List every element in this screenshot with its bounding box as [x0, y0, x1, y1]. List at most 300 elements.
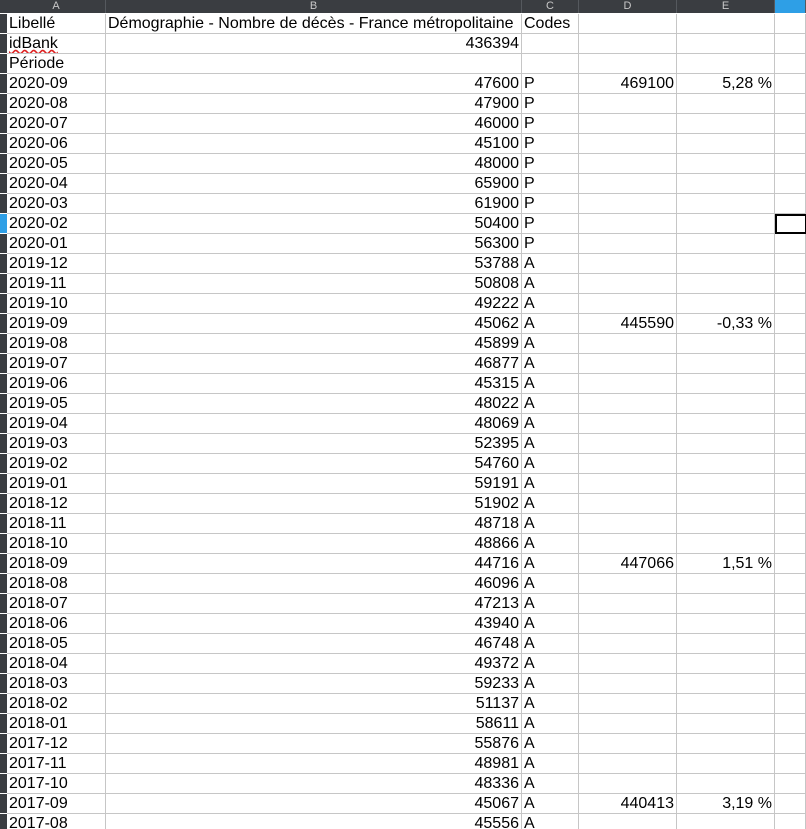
row-header[interactable] — [0, 694, 7, 713]
row-header[interactable] — [0, 754, 7, 773]
row-header[interactable] — [0, 614, 7, 633]
row-header[interactable] — [0, 174, 7, 193]
cell-annual-total[interactable] — [579, 174, 677, 194]
cell-f[interactable] — [775, 294, 806, 314]
cell-annual-total[interactable] — [579, 154, 677, 174]
cell-deaths[interactable]: 48718 — [106, 514, 522, 534]
cell-period[interactable]: 2019-07 — [7, 354, 106, 374]
column-header-b[interactable]: B — [106, 0, 522, 13]
cell-b[interactable] — [106, 54, 522, 74]
cell-period[interactable]: 2017-09 — [7, 794, 106, 814]
cell-f[interactable] — [775, 454, 806, 474]
cell-code[interactable]: A — [522, 734, 579, 754]
cell-annual-change[interactable] — [677, 754, 775, 774]
table-row — [0, 554, 806, 574]
cell-annual-total[interactable]: 447066 — [579, 554, 677, 574]
cell-f[interactable] — [775, 674, 806, 694]
cell-f[interactable] — [775, 394, 806, 414]
cell-period[interactable]: 2020-01 — [7, 234, 106, 254]
cell-annual-change[interactable]: 3,19 % — [677, 794, 775, 814]
row-header[interactable] — [0, 314, 7, 333]
row-header[interactable] — [0, 434, 7, 453]
cell-annual-change[interactable] — [677, 334, 775, 354]
row-header[interactable] — [0, 334, 7, 353]
row-header[interactable] — [0, 794, 7, 813]
cell-f[interactable] — [775, 274, 806, 294]
row-header[interactable] — [0, 594, 7, 613]
cell-annual-total[interactable] — [579, 614, 677, 634]
cell-period[interactable]: 2019-09 — [7, 314, 106, 334]
cell-code[interactable]: A — [522, 794, 579, 814]
cell-code[interactable]: A — [522, 254, 579, 274]
cell-annual-total[interactable] — [579, 214, 677, 234]
cell-annual-total[interactable] — [579, 714, 677, 734]
row-header[interactable] — [0, 654, 7, 673]
cell-deaths[interactable]: 45100 — [106, 134, 522, 154]
cell-annual-total[interactable] — [579, 574, 677, 594]
cell-deaths[interactable]: 45556 — [106, 814, 522, 829]
cell-e[interactable] — [677, 34, 775, 54]
cell-code[interactable]: A — [522, 514, 579, 534]
cell-annual-change[interactable] — [677, 174, 775, 194]
row-header[interactable] — [0, 34, 7, 53]
row-header[interactable] — [0, 194, 7, 213]
row-header[interactable] — [0, 674, 7, 693]
column-header-c[interactable]: C — [522, 0, 579, 13]
cell-annual-change[interactable] — [677, 594, 775, 614]
cell-annual-change[interactable] — [677, 514, 775, 534]
cell-deaths[interactable]: 50808 — [106, 274, 522, 294]
cell-d[interactable] — [579, 34, 677, 54]
cell-annual-total[interactable]: 440413 — [579, 794, 677, 814]
row-header[interactable] — [0, 14, 7, 33]
cell-annual-change[interactable] — [677, 394, 775, 414]
row-header[interactable] — [0, 574, 7, 593]
cell-period[interactable]: 2018-09 — [7, 554, 106, 574]
row-header[interactable] — [0, 534, 7, 553]
cell-annual-change[interactable] — [677, 654, 775, 674]
cell-f[interactable] — [775, 614, 806, 634]
row-header[interactable] — [0, 354, 7, 373]
row-header[interactable] — [0, 634, 7, 653]
cell-c[interactable] — [522, 54, 579, 74]
cell-annual-change[interactable] — [677, 294, 775, 314]
cell-annual-total[interactable] — [579, 654, 677, 674]
cell-annual-total[interactable] — [579, 394, 677, 414]
row-header[interactable] — [0, 254, 7, 273]
cell-f[interactable] — [775, 414, 806, 434]
cell-code[interactable]: P — [522, 194, 579, 214]
cell-deaths[interactable]: 50400 — [106, 214, 522, 234]
cell-period[interactable]: 2019-04 — [7, 414, 106, 434]
column-header-e[interactable]: E — [677, 0, 775, 13]
row-header[interactable] — [0, 54, 7, 73]
cell-annual-total[interactable] — [579, 594, 677, 614]
cell-period[interactable]: 2018-11 — [7, 514, 106, 534]
cell-annual-total[interactable] — [579, 734, 677, 754]
cell-deaths[interactable]: 46000 — [106, 114, 522, 134]
cell-deaths[interactable]: 47900 — [106, 94, 522, 114]
cell-f[interactable] — [775, 634, 806, 654]
row-header[interactable] — [0, 94, 7, 113]
cell-f[interactable] — [775, 554, 806, 574]
cell-annual-total[interactable] — [579, 334, 677, 354]
cell-annual-total[interactable] — [579, 374, 677, 394]
row-header[interactable] — [0, 294, 7, 313]
row-header[interactable] — [0, 474, 7, 493]
cell-period[interactable]: 2018-10 — [7, 534, 106, 554]
cell-period[interactable]: 2020-02 — [7, 214, 106, 234]
column-header-a[interactable]: A — [7, 0, 106, 13]
cell-deaths[interactable]: 52395 — [106, 434, 522, 454]
row-header[interactable] — [0, 714, 7, 733]
table-row — [0, 774, 806, 794]
cell-f[interactable] — [775, 574, 806, 594]
cell-code[interactable]: P — [522, 74, 579, 94]
cell-f[interactable] — [775, 54, 806, 74]
row-header[interactable] — [0, 734, 7, 753]
cell-deaths[interactable]: 45315 — [106, 374, 522, 394]
row-header[interactable] — [0, 134, 7, 153]
cell-c[interactable] — [522, 34, 579, 54]
row-header[interactable] — [0, 394, 7, 413]
cell-annual-change[interactable] — [677, 374, 775, 394]
cell-annual-change[interactable] — [677, 474, 775, 494]
row-header[interactable] — [0, 374, 7, 393]
cell-f[interactable] — [775, 814, 806, 829]
cell-code[interactable]: P — [522, 134, 579, 154]
cell-f[interactable] — [775, 114, 806, 134]
cell-annual-change[interactable] — [677, 674, 775, 694]
cell-f[interactable] — [775, 734, 806, 754]
cell-f[interactable] — [775, 434, 806, 454]
cell-f[interactable] — [775, 594, 806, 614]
cell-deaths[interactable]: 61900 — [106, 194, 522, 214]
cell-period[interactable]: 2017-10 — [7, 774, 106, 794]
cell-period[interactable]: 2018-04 — [7, 654, 106, 674]
cell-period[interactable]: 2020-04 — [7, 174, 106, 194]
cell-code[interactable]: P — [522, 214, 579, 234]
cell-annual-total[interactable]: 469100 — [579, 74, 677, 94]
cell-f[interactable] — [775, 314, 806, 334]
cell-deaths[interactable]: 56300 — [106, 234, 522, 254]
cell-f[interactable] — [775, 74, 806, 94]
cell-annual-total[interactable] — [579, 274, 677, 294]
cell-period[interactable]: 2018-05 — [7, 634, 106, 654]
cell-annual-total[interactable] — [579, 194, 677, 214]
cell-f[interactable] — [775, 254, 806, 274]
cell-annual-change[interactable] — [677, 134, 775, 154]
cell-f[interactable] — [775, 474, 806, 494]
cell-annual-change[interactable] — [677, 254, 775, 274]
row-header[interactable] — [0, 114, 7, 133]
cell-annual-total[interactable] — [579, 414, 677, 434]
cell-d[interactable] — [579, 14, 677, 34]
cell-period[interactable]: 2020-03 — [7, 194, 106, 214]
cell-period[interactable]: 2018-03 — [7, 674, 106, 694]
cell-deaths[interactable]: 47600 — [106, 74, 522, 94]
cell-e[interactable] — [677, 14, 775, 34]
cell-period[interactable]: 2017-11 — [7, 754, 106, 774]
cell-f[interactable] — [775, 174, 806, 194]
cell-annual-total[interactable] — [579, 514, 677, 534]
cell-annual-total[interactable] — [579, 454, 677, 474]
cell-deaths[interactable]: 45067 — [106, 794, 522, 814]
row-header[interactable] — [0, 214, 7, 233]
cell-deaths[interactable]: 48069 — [106, 414, 522, 434]
cell-period[interactable]: 2020-09 — [7, 74, 106, 94]
cell-period[interactable]: 2020-06 — [7, 134, 106, 154]
cell-deaths[interactable]: 51137 — [106, 694, 522, 714]
cell-deaths[interactable]: 47213 — [106, 594, 522, 614]
cell-deaths[interactable]: 48336 — [106, 774, 522, 794]
cell-code[interactable]: A — [522, 394, 579, 414]
cell-annual-change[interactable]: 1,51 % — [677, 554, 775, 574]
cell-annual-change[interactable] — [677, 734, 775, 754]
cell-code[interactable]: A — [522, 554, 579, 574]
cell-deaths[interactable]: 59233 — [106, 674, 522, 694]
cell-code[interactable]: A — [522, 654, 579, 674]
cell-annual-total[interactable] — [579, 754, 677, 774]
cell-deaths[interactable]: 53788 — [106, 254, 522, 274]
cell-period[interactable]: 2018-06 — [7, 614, 106, 634]
cell-annual-total[interactable] — [579, 494, 677, 514]
cell-codes-label[interactable]: Codes — [522, 14, 579, 34]
row-header[interactable] — [0, 454, 7, 473]
cell-f[interactable] — [775, 354, 806, 374]
cell-code[interactable]: A — [522, 534, 579, 554]
cell-f[interactable] — [775, 754, 806, 774]
cell-f[interactable] — [775, 494, 806, 514]
cell-annual-total[interactable] — [579, 254, 677, 274]
cell-code[interactable]: A — [522, 494, 579, 514]
cell-period[interactable]: 2020-08 — [7, 94, 106, 114]
cell-annual-total[interactable] — [579, 634, 677, 654]
cell-period[interactable]: 2018-12 — [7, 494, 106, 514]
cell-deaths[interactable]: 51902 — [106, 494, 522, 514]
cell-code[interactable]: A — [522, 694, 579, 714]
table-row — [0, 714, 806, 734]
cell-deaths[interactable]: 58611 — [106, 714, 522, 734]
cell-period[interactable]: 2018-01 — [7, 714, 106, 734]
row-header[interactable] — [0, 154, 7, 173]
cell-period[interactable]: 2020-07 — [7, 114, 106, 134]
cell-code[interactable]: P — [522, 174, 579, 194]
cell-annual-change[interactable] — [677, 114, 775, 134]
cell-d[interactable] — [579, 54, 677, 74]
cell-period[interactable]: 2017-08 — [7, 814, 106, 829]
cell-f[interactable] — [775, 134, 806, 154]
cell-f[interactable] — [775, 794, 806, 814]
cell-deaths[interactable]: 48866 — [106, 534, 522, 554]
cell-deaths[interactable]: 65900 — [106, 174, 522, 194]
cell-deaths[interactable]: 54760 — [106, 454, 522, 474]
cell-code[interactable]: A — [522, 574, 579, 594]
cell-period[interactable]: 2018-07 — [7, 594, 106, 614]
row-header[interactable] — [0, 514, 7, 533]
cell-code[interactable]: A — [522, 414, 579, 434]
cell-code[interactable]: P — [522, 154, 579, 174]
cell-code[interactable]: A — [522, 474, 579, 494]
cell-f[interactable] — [775, 234, 806, 254]
cell-period[interactable]: 2019-06 — [7, 374, 106, 394]
cell-code[interactable]: A — [522, 814, 579, 829]
cell-f[interactable] — [775, 34, 806, 54]
cell-period[interactable]: 2019-11 — [7, 274, 106, 294]
cell-annual-change[interactable] — [677, 694, 775, 714]
row-header[interactable] — [0, 774, 7, 793]
active-cell-cursor[interactable] — [775, 214, 806, 234]
cell-annual-change[interactable] — [677, 354, 775, 374]
cell-f[interactable] — [775, 694, 806, 714]
column-header-d[interactable]: D — [579, 0, 677, 13]
cell-code[interactable]: A — [522, 434, 579, 454]
cell-code[interactable]: A — [522, 754, 579, 774]
table-row — [0, 174, 806, 194]
cell-annual-change[interactable] — [677, 194, 775, 214]
cell-deaths[interactable]: 59191 — [106, 474, 522, 494]
cell-deaths[interactable]: 46096 — [106, 574, 522, 594]
cell-annual-change[interactable] — [677, 714, 775, 734]
cell-annual-change[interactable] — [677, 434, 775, 454]
cell-annual-change[interactable] — [677, 574, 775, 594]
cell-code[interactable]: P — [522, 234, 579, 254]
cell-code[interactable]: A — [522, 314, 579, 334]
cell-period[interactable]: 2019-03 — [7, 434, 106, 454]
cell-code[interactable]: A — [522, 674, 579, 694]
cell-deaths[interactable]: 49372 — [106, 654, 522, 674]
cell-annual-change[interactable]: -0,33 % — [677, 314, 775, 334]
cell-deaths[interactable]: 46748 — [106, 634, 522, 654]
cell-code[interactable]: A — [522, 714, 579, 734]
table-row — [0, 694, 806, 714]
cell-annual-total[interactable] — [579, 434, 677, 454]
cell-annual-total[interactable] — [579, 534, 677, 554]
cell-annual-change[interactable] — [677, 274, 775, 294]
cell-f[interactable] — [775, 374, 806, 394]
cell-period[interactable]: 2019-05 — [7, 394, 106, 414]
cell-period[interactable]: 2020-05 — [7, 154, 106, 174]
cell-annual-total[interactable] — [579, 774, 677, 794]
cell-annual-change[interactable] — [677, 494, 775, 514]
cell-annual-change[interactable] — [677, 614, 775, 634]
cell-period[interactable]: 2019-12 — [7, 254, 106, 274]
cell-f[interactable] — [775, 654, 806, 674]
row-header[interactable] — [0, 554, 7, 573]
cell-f[interactable] — [775, 94, 806, 114]
cell-period[interactable]: 2019-01 — [7, 474, 106, 494]
cell-code[interactable]: A — [522, 294, 579, 314]
cell-code[interactable]: P — [522, 114, 579, 134]
column-header-bar — [0, 0, 806, 13]
cell-f[interactable] — [775, 534, 806, 554]
cell-f[interactable] — [775, 774, 806, 794]
row-header[interactable] — [0, 414, 7, 433]
column-header-f[interactable] — [775, 0, 806, 13]
cell-annual-change[interactable] — [677, 534, 775, 554]
cell-annual-change[interactable] — [677, 154, 775, 174]
cell-deaths[interactable]: 43940 — [106, 614, 522, 634]
cell-code[interactable]: A — [522, 774, 579, 794]
cell-libelle-label[interactable]: Libellé — [7, 14, 106, 34]
row-header[interactable] — [0, 494, 7, 513]
cell-period[interactable]: 2018-02 — [7, 694, 106, 714]
cell-code[interactable]: A — [522, 614, 579, 634]
row-header[interactable] — [0, 274, 7, 293]
cell-annual-total[interactable] — [579, 354, 677, 374]
cell-period[interactable]: 2019-10 — [7, 294, 106, 314]
cell-deaths[interactable]: 48000 — [106, 154, 522, 174]
cell-annual-total[interactable] — [579, 114, 677, 134]
cell-periode-label[interactable]: Période — [7, 54, 106, 74]
cell-annual-total[interactable]: 445590 — [579, 314, 677, 334]
cell-annual-total[interactable] — [579, 234, 677, 254]
cell-f[interactable] — [775, 334, 806, 354]
cell-annual-total[interactable] — [579, 94, 677, 114]
cell-code[interactable]: A — [522, 354, 579, 374]
cell-annual-total[interactable] — [579, 694, 677, 714]
cell-annual-change[interactable] — [677, 634, 775, 654]
row-header[interactable] — [0, 814, 7, 829]
cell-code[interactable]: A — [522, 634, 579, 654]
cell-deaths[interactable]: 55876 — [106, 734, 522, 754]
cell-code[interactable]: A — [522, 594, 579, 614]
cell-code[interactable]: A — [522, 374, 579, 394]
cell-period[interactable]: 2019-02 — [7, 454, 106, 474]
cell-annual-total[interactable] — [579, 134, 677, 154]
cell-idbank-label[interactable] — [7, 34, 106, 54]
cell-period[interactable]: 2019-08 — [7, 334, 106, 354]
cell-deaths[interactable]: 46877 — [106, 354, 522, 374]
cell-annual-change[interactable] — [677, 774, 775, 794]
cell-f[interactable] — [775, 154, 806, 174]
cell-f[interactable] — [775, 714, 806, 734]
cell-deaths[interactable]: 45899 — [106, 334, 522, 354]
cell-series-title[interactable]: Démographie - Nombre de décès - France métropolitaine — [106, 14, 522, 34]
cell-deaths[interactable]: 45062 — [106, 314, 522, 334]
cell-annual-total[interactable] — [579, 674, 677, 694]
cell-period[interactable]: 2017-12 — [7, 734, 106, 754]
cell-f[interactable] — [775, 14, 806, 34]
cell-code[interactable]: A — [522, 454, 579, 474]
cell-annual-total[interactable] — [579, 814, 677, 829]
cell-annual-change[interactable] — [677, 94, 775, 114]
cell-annual-change[interactable] — [677, 814, 775, 829]
cell-idbank-value[interactable]: 436394 — [106, 34, 522, 54]
cell-code[interactable]: A — [522, 334, 579, 354]
cell-annual-change[interactable] — [677, 454, 775, 474]
cell-annual-change[interactable] — [677, 414, 775, 434]
cell-period[interactable]: 2018-08 — [7, 574, 106, 594]
cell-code[interactable]: P — [522, 94, 579, 114]
cell-deaths[interactable]: 44716 — [106, 554, 522, 574]
cell-annual-change[interactable] — [677, 214, 775, 234]
cell-deaths[interactable]: 48981 — [106, 754, 522, 774]
row-header[interactable] — [0, 234, 7, 253]
cell-deaths[interactable]: 49222 — [106, 294, 522, 314]
cell-code[interactable]: A — [522, 274, 579, 294]
cell-f[interactable] — [775, 514, 806, 534]
cell-annual-total[interactable] — [579, 294, 677, 314]
cell-f[interactable] — [775, 194, 806, 214]
table-row — [0, 294, 806, 314]
cell-annual-change[interactable]: 5,28 % — [677, 74, 775, 94]
cell-annual-total[interactable] — [579, 474, 677, 494]
cell-deaths[interactable]: 48022 — [106, 394, 522, 414]
cell-e[interactable] — [677, 54, 775, 74]
cell-annual-change[interactable] — [677, 234, 775, 254]
row-header[interactable] — [0, 74, 7, 93]
